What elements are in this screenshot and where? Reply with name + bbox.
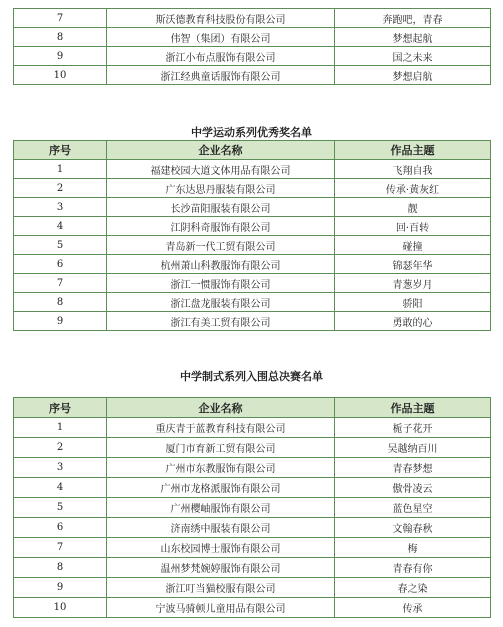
company-name: 宁波马骑顿儿童用品有限公司 bbox=[107, 598, 335, 618]
row-index: 9 bbox=[14, 578, 107, 598]
table-row bbox=[14, 598, 491, 618]
row-index: 7 bbox=[14, 274, 107, 293]
header-company: 企业名称 bbox=[107, 141, 335, 160]
table-row bbox=[14, 438, 491, 458]
work-theme: 骄阳 bbox=[335, 293, 491, 312]
table-body bbox=[14, 160, 491, 331]
company-name: 厦门市育新工贸有限公司 bbox=[107, 438, 335, 458]
work-theme: 傲骨凌云 bbox=[335, 478, 491, 498]
work-theme: 青春梦想 bbox=[335, 458, 491, 478]
table-row bbox=[14, 538, 491, 558]
work-theme: 梦想启航 bbox=[335, 66, 491, 85]
work-theme: 青葱岁月 bbox=[335, 274, 491, 293]
row-index: 7 bbox=[14, 538, 107, 558]
work-theme: 勇敢的心 bbox=[335, 312, 491, 331]
company-name: 伟智（集团）有限公司 bbox=[107, 28, 335, 47]
company-name: 斯沃德教育科技股份有限公司 bbox=[107, 9, 335, 28]
section-title: 中学运动系列优秀奖名单 bbox=[191, 126, 312, 139]
work-theme: 文翰春秋 bbox=[335, 518, 491, 538]
header-theme: 作品主题 bbox=[335, 141, 491, 160]
work-theme: 春之染 bbox=[335, 578, 491, 598]
company-name: 温州梦梵婉婷服饰有限公司 bbox=[107, 558, 335, 578]
table-row bbox=[14, 66, 491, 85]
row-index: 2 bbox=[14, 179, 107, 198]
company-name: 重庆青于蓝教育科技有限公司 bbox=[107, 418, 335, 438]
row-index: 9 bbox=[14, 47, 107, 66]
work-theme: 青春有你 bbox=[335, 558, 491, 578]
header-index: 序号 bbox=[14, 398, 107, 418]
work-theme: 传承·黄灰红 bbox=[335, 179, 491, 198]
row-index: 9 bbox=[14, 312, 107, 331]
work-theme: 回·百转 bbox=[335, 217, 491, 236]
company-name: 浙江小布点服饰有限公司 bbox=[107, 47, 335, 66]
row-index: 1 bbox=[14, 418, 107, 438]
header-company: 企业名称 bbox=[107, 398, 335, 418]
work-theme: 蓝色星空 bbox=[335, 498, 491, 518]
table-row bbox=[14, 217, 491, 236]
work-theme: 梦想起航 bbox=[335, 28, 491, 47]
row-index: 6 bbox=[14, 255, 107, 274]
work-theme: 吴越纳百川 bbox=[335, 438, 491, 458]
header-index: 序号 bbox=[14, 141, 107, 160]
table-row bbox=[14, 198, 491, 217]
table-row bbox=[14, 418, 491, 438]
table-row bbox=[14, 255, 491, 274]
row-index: 1 bbox=[14, 160, 107, 179]
table-header-row bbox=[14, 398, 491, 418]
company-name: 江阴科奇服饰有限公司 bbox=[107, 217, 335, 236]
row-index: 8 bbox=[14, 293, 107, 312]
company-name: 青岛新一代工贸有限公司 bbox=[107, 236, 335, 255]
table-row bbox=[14, 179, 491, 198]
company-name: 浙江一惯服饰有限公司 bbox=[107, 274, 335, 293]
award-table-continued bbox=[13, 8, 491, 85]
work-theme: 梅 bbox=[335, 538, 491, 558]
section-title: 中学制式系列入围总决赛名单 bbox=[180, 370, 323, 383]
table-row bbox=[14, 558, 491, 578]
work-theme: 传承 bbox=[335, 598, 491, 618]
company-name: 浙江有美工贸有限公司 bbox=[107, 312, 335, 331]
company-name: 山东校园博士服饰有限公司 bbox=[107, 538, 335, 558]
table-row bbox=[14, 28, 491, 47]
row-index: 10 bbox=[14, 598, 107, 618]
award-table bbox=[13, 140, 491, 331]
header-theme: 作品主题 bbox=[335, 398, 491, 418]
work-theme: 国之未来 bbox=[335, 47, 491, 66]
table-row bbox=[14, 293, 491, 312]
work-theme: 靓 bbox=[335, 198, 491, 217]
work-theme: 奔跑吧，青春 bbox=[335, 9, 491, 28]
company-name: 广州市龙格派服饰有限公司 bbox=[107, 478, 335, 498]
table-row bbox=[14, 498, 491, 518]
row-index: 10 bbox=[14, 66, 107, 85]
company-name: 广州樱岫服饰有限公司 bbox=[107, 498, 335, 518]
company-name: 浙江叮当猫校服有限公司 bbox=[107, 578, 335, 598]
row-index: 4 bbox=[14, 478, 107, 498]
company-name: 济南绣中服装有限公司 bbox=[107, 518, 335, 538]
row-index: 8 bbox=[14, 558, 107, 578]
row-index: 6 bbox=[14, 518, 107, 538]
table-row bbox=[14, 47, 491, 66]
row-index: 4 bbox=[14, 217, 107, 236]
table-row bbox=[14, 458, 491, 478]
table-row bbox=[14, 274, 491, 293]
work-theme: 飞翔自我 bbox=[335, 160, 491, 179]
row-index: 2 bbox=[14, 438, 107, 458]
table-row bbox=[14, 518, 491, 538]
table-row bbox=[14, 236, 491, 255]
finalist-table bbox=[13, 397, 491, 618]
company-name: 长沙苗阳服装有限公司 bbox=[107, 198, 335, 217]
table-row bbox=[14, 9, 491, 28]
work-theme: 碰撞 bbox=[335, 236, 491, 255]
company-name: 浙江盘龙服装有限公司 bbox=[107, 293, 335, 312]
table-row bbox=[14, 578, 491, 598]
row-index: 3 bbox=[14, 458, 107, 478]
row-index: 8 bbox=[14, 28, 107, 47]
table-row bbox=[14, 312, 491, 331]
row-index: 3 bbox=[14, 198, 107, 217]
company-name: 浙江经典童话服饰有限公司 bbox=[107, 66, 335, 85]
company-name: 杭州萧山科教服饰有限公司 bbox=[107, 255, 335, 274]
table-header-row bbox=[14, 141, 491, 160]
row-index: 7 bbox=[14, 9, 107, 28]
company-name: 福建校园大道文体用品有限公司 bbox=[107, 160, 335, 179]
table-row bbox=[14, 160, 491, 179]
table-body bbox=[14, 418, 491, 618]
work-theme: 栀子花开 bbox=[335, 418, 491, 438]
table-row bbox=[14, 478, 491, 498]
table-body bbox=[14, 9, 491, 85]
row-index: 5 bbox=[14, 498, 107, 518]
company-name: 广州市东教服饰有限公司 bbox=[107, 458, 335, 478]
company-name: 广东达思丹服装有限公司 bbox=[107, 179, 335, 198]
row-index: 5 bbox=[14, 236, 107, 255]
work-theme: 锦瑟年华 bbox=[335, 255, 491, 274]
